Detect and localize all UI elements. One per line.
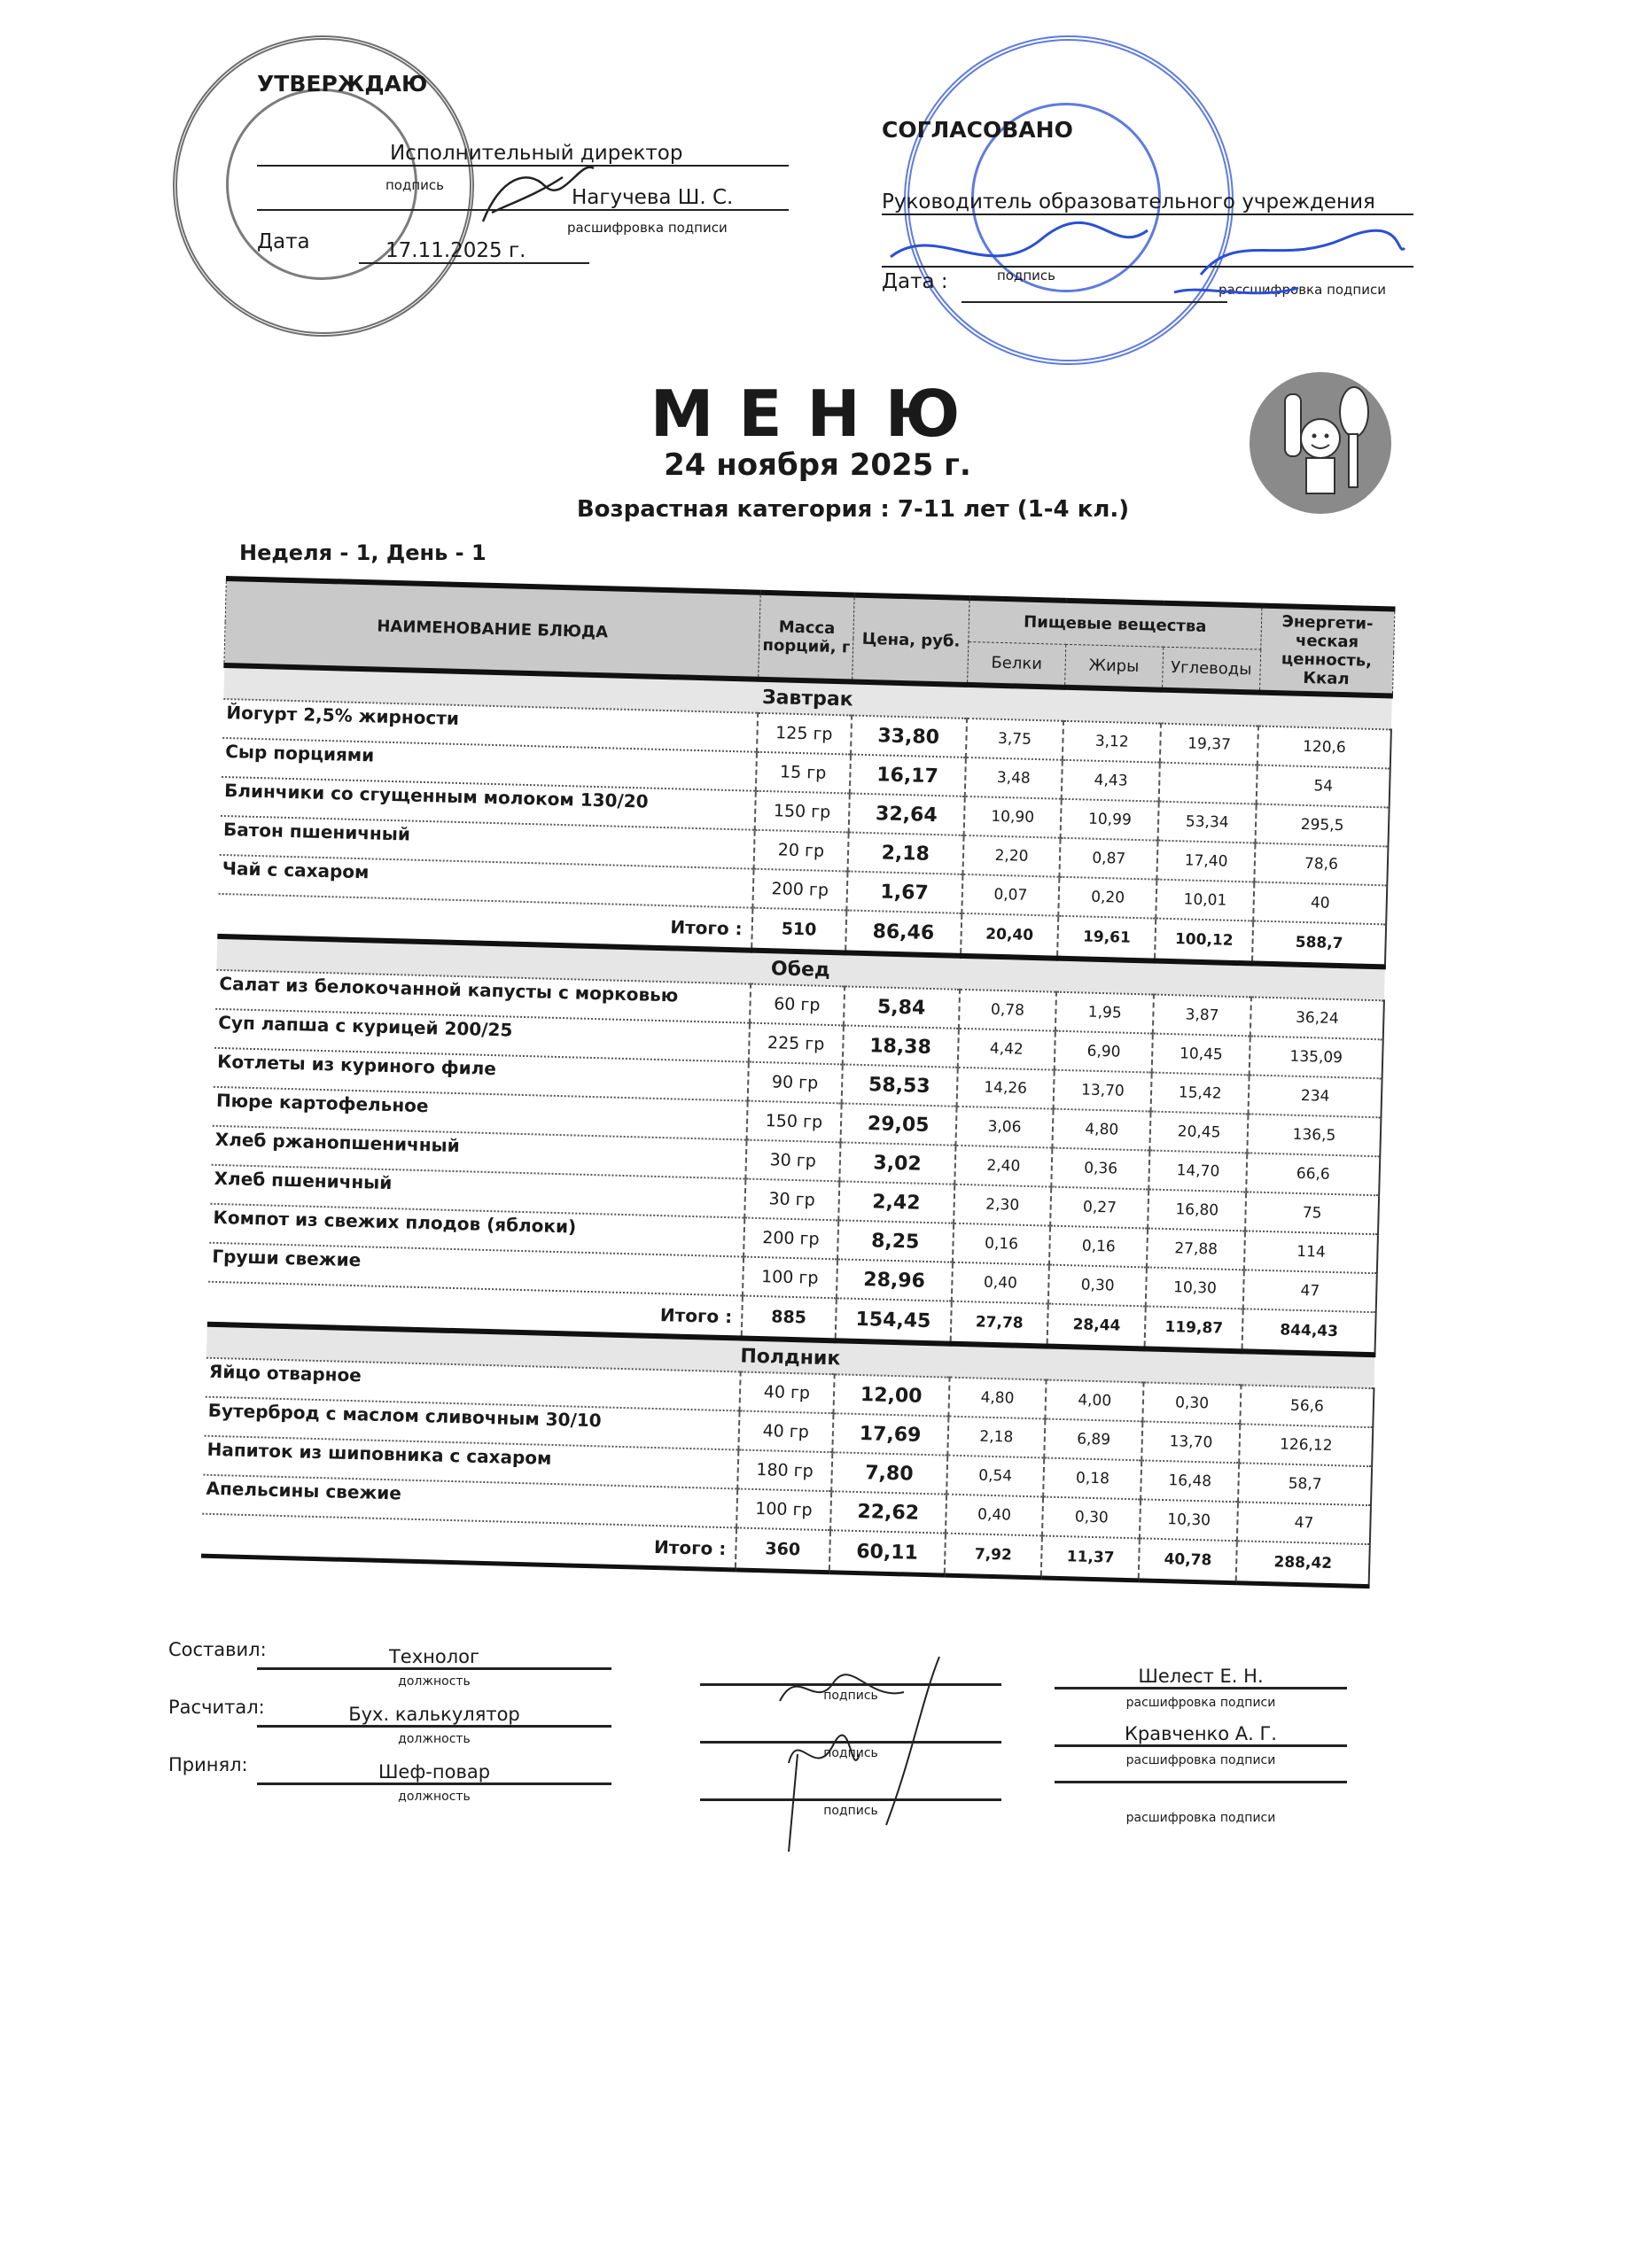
cell-price: 2,18 bbox=[847, 832, 963, 874]
cell-protein: 0,07 bbox=[962, 874, 1060, 916]
cell-protein: 10,90 bbox=[963, 796, 1062, 838]
cell-energy: 120,6 bbox=[1257, 726, 1391, 769]
cell-price: 7,80 bbox=[831, 1452, 947, 1494]
menu-date: 24 ноября 2025 г. bbox=[664, 447, 971, 483]
cell-protein: 2,30 bbox=[954, 1184, 1052, 1226]
agreement-date-label: Дата : bbox=[882, 270, 948, 293]
total-protein: 27,78 bbox=[950, 1301, 1048, 1347]
signature-role-label: Составил: bbox=[168, 1639, 267, 1660]
cell-energy: 36,24 bbox=[1250, 997, 1384, 1039]
cell-mass: 200 гр bbox=[744, 1218, 838, 1260]
cell-fat: 4,80 bbox=[1053, 1109, 1151, 1151]
column-header-price: Цена, руб. bbox=[853, 595, 969, 685]
cell-fat: 3,12 bbox=[1063, 721, 1161, 763]
cell-carbs: 3,87 bbox=[1153, 995, 1251, 1037]
column-header-carbs: Углеводы bbox=[1162, 647, 1260, 693]
total-mass: 885 bbox=[742, 1296, 837, 1341]
cell-fat: 6,90 bbox=[1055, 1031, 1153, 1073]
approval-name-caption: расшифровка подписи bbox=[567, 220, 728, 236]
cell-fat: 0,36 bbox=[1052, 1148, 1150, 1190]
position-value: Бух. калькулятор bbox=[257, 1704, 611, 1728]
section-title: Обед bbox=[216, 936, 1385, 1001]
week-day: Неделя - 1, День - 1 bbox=[239, 540, 487, 565]
cell-energy: 75 bbox=[1245, 1192, 1379, 1234]
cell-fat: 0,20 bbox=[1059, 877, 1157, 919]
total-label: Итого : bbox=[201, 1514, 736, 1570]
cell-price: 3,02 bbox=[839, 1142, 955, 1184]
dish-name: Яйцо отварное bbox=[205, 1358, 740, 1411]
signature-caption: подпись bbox=[823, 1804, 878, 1818]
agreement-title: СОГЛАСОВАНО bbox=[882, 117, 1073, 143]
approval-signature-caption: подпись bbox=[385, 177, 444, 193]
signature-scribbles bbox=[762, 1648, 993, 1860]
cell-mass: 40 гр bbox=[738, 1410, 833, 1452]
cell-energy: 54 bbox=[1257, 765, 1390, 808]
total-protein: 20,40 bbox=[961, 913, 1059, 959]
total-mass: 360 bbox=[736, 1527, 830, 1572]
total-carbs: 100,12 bbox=[1155, 919, 1253, 964]
cell-price: 22,62 bbox=[830, 1491, 946, 1533]
signatory-name: Кравченко А. Г. bbox=[1055, 1723, 1347, 1747]
cell-price: 8,25 bbox=[837, 1220, 954, 1262]
cell-price: 33,80 bbox=[851, 716, 967, 757]
cell-mass: 30 гр bbox=[744, 1179, 839, 1221]
signature-caption: подпись bbox=[823, 1746, 878, 1760]
cell-carbs: 19,37 bbox=[1160, 724, 1258, 765]
cell-protein: 0,40 bbox=[951, 1262, 1049, 1304]
cell-energy: 56,6 bbox=[1240, 1385, 1374, 1427]
cell-carbs: 0,30 bbox=[1143, 1382, 1242, 1424]
section-title: Завтрак bbox=[223, 665, 1392, 730]
menu-table bbox=[200, 576, 1396, 1588]
cell-fat: 4,00 bbox=[1046, 1380, 1144, 1422]
cell-energy: 136,5 bbox=[1247, 1114, 1381, 1156]
agreement-position: Руководитель образовательного учреждения bbox=[882, 190, 1413, 215]
cell-energy: 58,7 bbox=[1238, 1463, 1372, 1505]
cell-protein: 0,16 bbox=[953, 1223, 1051, 1265]
cell-mass: 180 гр bbox=[737, 1449, 832, 1491]
dish-name: Йогурт 2,5% жирности bbox=[222, 699, 758, 752]
approval-name: Нагучева Ш. С. bbox=[257, 186, 789, 211]
column-header-mass: Масса порций, г bbox=[759, 593, 854, 682]
total-carbs: 40,78 bbox=[1139, 1538, 1237, 1582]
cell-energy: 126,12 bbox=[1239, 1424, 1373, 1466]
total-energy: 844,43 bbox=[1242, 1309, 1376, 1355]
column-header-protein: Белки bbox=[968, 641, 1066, 687]
cell-carbs: 10,30 bbox=[1146, 1267, 1244, 1309]
cell-fat: 0,18 bbox=[1044, 1458, 1142, 1500]
signatory-name-caption: расшифровка подписи bbox=[1125, 1753, 1276, 1767]
dish-name: Хлеб ржанопшеничный bbox=[211, 1126, 746, 1179]
cell-protein: 4,80 bbox=[948, 1378, 1047, 1419]
approval-date-label: Дата bbox=[257, 230, 310, 253]
cell-carbs: 53,34 bbox=[1158, 802, 1257, 843]
cell-mass: 200 гр bbox=[752, 869, 847, 911]
dish-name: Пюре картофельное bbox=[212, 1087, 747, 1140]
cell-price: 16,17 bbox=[850, 755, 966, 796]
signatory-name: Шелест Е. Н. bbox=[1055, 1666, 1347, 1689]
approval-date: 17.11.2025 г. bbox=[359, 239, 589, 264]
dish-name: Апельсины свежие bbox=[202, 1475, 737, 1528]
position-caption: должность bbox=[398, 1674, 471, 1689]
total-fat: 19,61 bbox=[1057, 916, 1156, 961]
cell-fat: 0,30 bbox=[1042, 1497, 1141, 1539]
cell-fat: 1,95 bbox=[1055, 992, 1154, 1034]
cell-price: 28,96 bbox=[837, 1259, 953, 1301]
approval-title: УТВЕРЖДАЮ bbox=[257, 71, 428, 97]
cell-carbs: 16,80 bbox=[1148, 1189, 1246, 1231]
position-value: Технолог bbox=[257, 1646, 611, 1670]
dish-name: Суп лапша с курицей 200/25 bbox=[214, 1009, 750, 1062]
cell-fat: 0,30 bbox=[1048, 1265, 1147, 1307]
menu-table-wrapper bbox=[200, 576, 1396, 1588]
column-header-name: НАИМЕНОВАНИЕ БЛЮДА bbox=[224, 579, 761, 680]
total-label: Итого : bbox=[206, 1282, 742, 1339]
dish-name: Сыр порциями bbox=[222, 738, 757, 791]
position-value: Шеф-повар bbox=[257, 1761, 611, 1785]
approval-signature-scribble bbox=[474, 151, 598, 230]
cell-energy: 135,09 bbox=[1250, 1036, 1383, 1078]
signatory-name-caption: расшифровка подписи bbox=[1125, 1696, 1276, 1710]
cell-protein: 3,75 bbox=[966, 718, 1064, 760]
agreement-signature-scribble bbox=[882, 204, 1413, 301]
cell-price: 18,38 bbox=[843, 1025, 959, 1067]
cell-protein: 2,40 bbox=[954, 1146, 1053, 1187]
cell-protein: 3,06 bbox=[955, 1107, 1054, 1148]
cell-protein: 0,40 bbox=[946, 1495, 1044, 1536]
section-title: Полдник bbox=[206, 1324, 1374, 1389]
cell-protein: 4,42 bbox=[957, 1029, 1055, 1070]
cell-mass: 15 гр bbox=[756, 752, 851, 794]
agreement-signature-caption: подпись bbox=[997, 268, 1055, 284]
dish-name: Чай с сахаром bbox=[218, 855, 753, 908]
age-category: Возрастная категория : 7-11 лет (1-4 кл.) bbox=[576, 496, 1130, 523]
cell-fat: 0,87 bbox=[1060, 838, 1158, 880]
cell-mass: 60 гр bbox=[750, 984, 845, 1026]
cell-fat: 0,27 bbox=[1051, 1187, 1149, 1229]
cell-carbs: 10,45 bbox=[1152, 1034, 1250, 1076]
cell-fat: 6,89 bbox=[1045, 1419, 1143, 1461]
cell-mass: 30 гр bbox=[745, 1140, 840, 1182]
cell-protein: 3,48 bbox=[964, 757, 1063, 799]
cell-carbs: 10,01 bbox=[1156, 880, 1254, 921]
total-price: 86,46 bbox=[845, 910, 962, 955]
cell-protein: 2,18 bbox=[947, 1417, 1046, 1458]
cell-protein: 14,26 bbox=[956, 1068, 1055, 1109]
cell-mass: 20 гр bbox=[753, 830, 848, 872]
signatory-name bbox=[1055, 1781, 1347, 1783]
cell-fat: 10,99 bbox=[1061, 799, 1159, 841]
dish-name: Компот из свежих плодов (яблоки) bbox=[209, 1204, 744, 1257]
cell-energy: 114 bbox=[1244, 1231, 1378, 1273]
cell-protein: 0,54 bbox=[946, 1456, 1045, 1497]
cell-price: 2,42 bbox=[838, 1181, 954, 1223]
cell-mass: 150 гр bbox=[755, 791, 850, 833]
total-mass: 510 bbox=[751, 908, 846, 953]
cell-energy: 66,6 bbox=[1246, 1153, 1380, 1195]
dish-name: Батон пшеничный bbox=[219, 816, 754, 869]
cell-price: 12,00 bbox=[833, 1374, 949, 1416]
cell-carbs: 15,42 bbox=[1151, 1073, 1250, 1115]
total-fat: 28,44 bbox=[1047, 1304, 1146, 1349]
total-energy: 588,7 bbox=[1252, 920, 1386, 967]
cell-mass: 100 гр bbox=[736, 1488, 831, 1530]
total-carbs: 119,87 bbox=[1145, 1306, 1243, 1351]
logo-drawing bbox=[1250, 372, 1391, 514]
cell-energy: 47 bbox=[1237, 1502, 1371, 1544]
cell-price: 5,84 bbox=[844, 986, 960, 1028]
cell-price: 32,64 bbox=[848, 794, 964, 835]
cell-mass: 100 гр bbox=[743, 1257, 837, 1299]
cell-protein: 0,78 bbox=[959, 990, 1057, 1031]
cell-energy: 40 bbox=[1253, 882, 1387, 924]
agreement-name-caption: рассшифровка подписи bbox=[1218, 282, 1386, 298]
cell-price: 17,69 bbox=[832, 1413, 948, 1455]
cell-carbs: 13,70 bbox=[1141, 1421, 1240, 1463]
approval-block bbox=[253, 71, 793, 301]
cell-carbs: 17,40 bbox=[1157, 841, 1256, 882]
dish-name: Напиток из шиповника с сахаром bbox=[203, 1436, 738, 1489]
approval-position: Исполнительный директор bbox=[257, 142, 789, 167]
cell-carbs bbox=[1159, 763, 1257, 804]
signature-role-label: Принял: bbox=[168, 1754, 248, 1775]
cell-mass: 150 гр bbox=[746, 1101, 841, 1143]
cell-carbs: 27,88 bbox=[1147, 1228, 1245, 1270]
cell-price: 29,05 bbox=[840, 1103, 956, 1145]
total-fat: 11,37 bbox=[1041, 1535, 1140, 1580]
signature-caption: подпись bbox=[823, 1689, 878, 1703]
cell-carbs: 16,48 bbox=[1141, 1460, 1239, 1502]
column-header-nutrients: Пищевые вещества bbox=[969, 598, 1262, 649]
cell-protein: 2,20 bbox=[962, 835, 1061, 877]
signatory-name-caption: расшифровка подписи bbox=[1125, 1811, 1276, 1825]
cell-energy: 78,6 bbox=[1254, 843, 1388, 886]
cell-price: 58,53 bbox=[841, 1064, 957, 1106]
child-with-fork-and-spoon-icon bbox=[1250, 372, 1391, 514]
dish-name: Бутерброд с маслом сливочным 30/10 bbox=[204, 1397, 739, 1450]
cell-energy: 295,5 bbox=[1256, 804, 1390, 847]
cell-mass: 90 гр bbox=[748, 1062, 843, 1104]
cell-fat: 13,70 bbox=[1054, 1070, 1152, 1112]
cell-mass: 40 гр bbox=[739, 1372, 834, 1414]
column-header-energy: Энергети-ческая ценность, Ккал bbox=[1259, 606, 1394, 696]
position-caption: должность bbox=[398, 1790, 471, 1804]
cell-carbs: 10,30 bbox=[1140, 1499, 1238, 1541]
total-price: 154,45 bbox=[835, 1298, 951, 1343]
menu-body bbox=[201, 665, 1392, 1587]
dish-name: Салат из белокочанной капусты с морковью bbox=[215, 970, 751, 1023]
cell-fat: 4,43 bbox=[1062, 760, 1160, 802]
signature-role-label: Расчитал: bbox=[168, 1697, 265, 1718]
dish-name: Хлеб пшеничный bbox=[210, 1165, 745, 1218]
total-protein: 7,92 bbox=[944, 1534, 1042, 1578]
position-caption: должность bbox=[398, 1732, 471, 1746]
total-energy: 288,42 bbox=[1236, 1541, 1370, 1586]
total-price: 60,11 bbox=[829, 1530, 946, 1575]
cell-energy: 47 bbox=[1243, 1270, 1377, 1312]
page-title: МЕНЮ bbox=[650, 377, 985, 451]
cell-mass: 225 гр bbox=[749, 1023, 844, 1065]
cell-mass: 125 гр bbox=[757, 713, 852, 755]
cell-price: 1,67 bbox=[846, 871, 962, 913]
agreement-block bbox=[882, 106, 1422, 328]
dish-name: Груши свежие bbox=[208, 1243, 744, 1296]
cell-fat: 0,16 bbox=[1049, 1226, 1148, 1268]
cell-carbs: 20,45 bbox=[1150, 1112, 1249, 1153]
column-header-fat: Жиры bbox=[1064, 644, 1163, 690]
dish-name: Котлеты из куриного филе bbox=[213, 1048, 748, 1101]
dish-name: Блинчики со сгущенным молоком 130/20 bbox=[220, 777, 755, 830]
cell-carbs: 14,70 bbox=[1148, 1151, 1247, 1192]
cell-energy: 234 bbox=[1249, 1075, 1382, 1117]
total-label: Итого : bbox=[217, 894, 752, 951]
